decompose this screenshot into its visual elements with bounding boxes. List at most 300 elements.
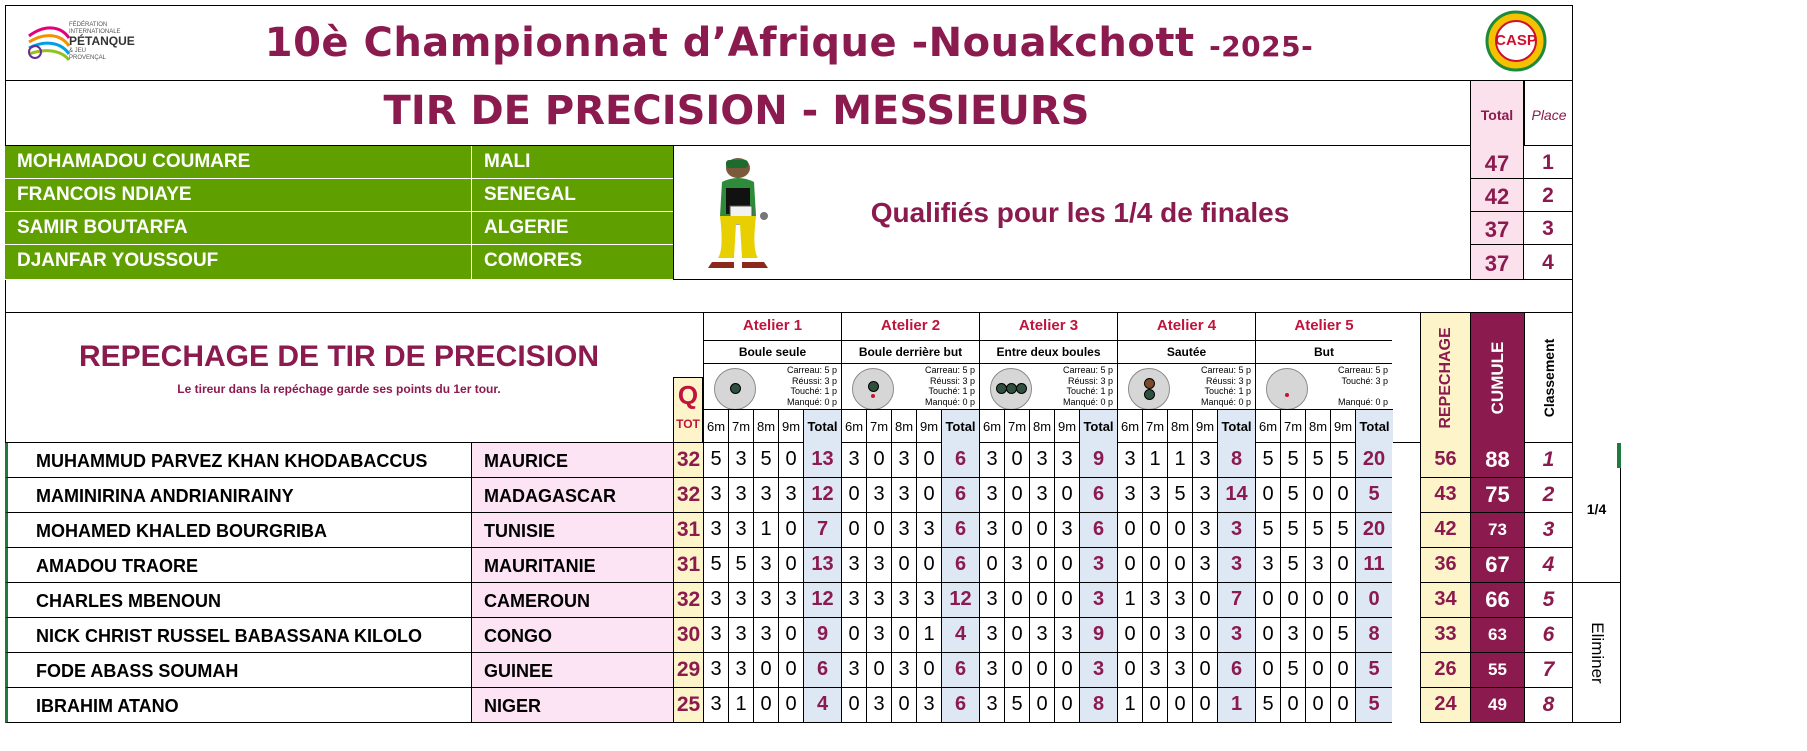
distance-score: 0: [891, 618, 916, 653]
distance-score: 0: [1117, 513, 1142, 548]
distance-score: 3: [703, 478, 728, 513]
federation-logo: [25, 20, 150, 68]
qualifying-total: 25: [673, 688, 703, 723]
cumule-score: 49: [1470, 688, 1524, 723]
distance-score: 3: [979, 583, 1004, 618]
player-name: FODE ABASS SOUMAH: [5, 653, 471, 688]
qualified-place: 1: [1524, 146, 1573, 179]
distance-score: 0: [916, 548, 941, 583]
legend-line: Carreau: 5 p: [786, 365, 837, 375]
qualifying-total: 31: [673, 548, 703, 583]
player-name: MOHAMED KHALED BOURGRIBA: [5, 513, 471, 548]
distance-score: 3: [1255, 548, 1280, 583]
workshop-4-subtitle: Sautée: [1117, 340, 1255, 363]
distance-score: 0: [916, 653, 941, 688]
workshop-total: 6: [941, 688, 979, 723]
qualified-name: MOHAMADOU COUMARE: [5, 146, 471, 179]
repechage-header-label: REPECHAGE: [1436, 327, 1454, 429]
distance-score: 0: [1004, 443, 1029, 478]
distance-score: 3: [753, 618, 778, 653]
distance-score: 0: [1330, 583, 1355, 618]
qualified-caption: Qualifiés pour les 1/4 de finales: [870, 197, 1290, 228]
classement-rank: 3: [1524, 513, 1573, 548]
distance-score: 0: [1330, 653, 1355, 688]
distance-score: 0: [778, 513, 803, 548]
distance-header: 7m: [1004, 409, 1029, 443]
workshop-total: 6: [1217, 653, 1255, 688]
distance-score: 3: [1280, 618, 1305, 653]
classement-header-label: Classement: [1540, 338, 1557, 418]
distance-score: 0: [778, 688, 803, 723]
cumule-column-header: [1470, 313, 1524, 443]
workshop-2-diagram: [841, 363, 979, 409]
legend-line: Touché: 1 p: [1066, 386, 1113, 396]
player-country: NIGER: [471, 688, 673, 723]
distance-header: 7m: [1280, 409, 1305, 443]
repechage-score: 26: [1420, 653, 1470, 688]
distance-score: 3: [866, 548, 891, 583]
distance-score: 5: [1280, 548, 1305, 583]
qualified-total: 42: [1470, 179, 1524, 212]
distance-score: 3: [728, 478, 753, 513]
distance-header: 6m: [1255, 409, 1280, 443]
legend-line: [1338, 386, 1388, 397]
legend-line: Réussi: 3 p: [1067, 375, 1113, 386]
workshop-2-subtitle: Boule derrière but: [841, 340, 979, 363]
qualified-total: 47: [1470, 146, 1524, 179]
distance-score: 0: [1054, 583, 1079, 618]
workshop-total: 7: [803, 513, 841, 548]
distance-score: 0: [1004, 583, 1029, 618]
cumule-header-label: CUMULE: [1487, 341, 1507, 415]
table-row: [5, 688, 1573, 723]
event-title-year: -2025-: [1209, 30, 1314, 63]
workshop-3-diagram: [979, 363, 1117, 409]
qualifying-total: 32: [673, 478, 703, 513]
repechage-score: 56: [1420, 443, 1470, 478]
workshop-total-header: Total: [941, 409, 979, 443]
workshop-total: 8: [1079, 688, 1117, 723]
distance-score: 3: [703, 688, 728, 723]
cumule-score: 66: [1470, 583, 1524, 618]
player-name: MUHAMMUD PARVEZ KHAN KHODABACCUS: [5, 443, 471, 478]
table-row: [5, 618, 1573, 653]
casp-logo-text: CASP: [1495, 32, 1537, 49]
legend-line: Manqué: 0 p: [1062, 396, 1113, 407]
distance-header: 9m: [1054, 409, 1079, 443]
cumule-score: 73: [1470, 513, 1524, 548]
classement-rank: 7: [1524, 653, 1573, 688]
distance-score: 3: [891, 513, 916, 548]
qualified-total: 37: [1470, 212, 1524, 245]
distance-score: 0: [1192, 583, 1217, 618]
distance-score: 5: [1330, 513, 1355, 548]
repechage-note: Le tireur dans la repéchage garde ses points du 1er tour.: [177, 382, 501, 396]
player-country: MAURITANIE: [471, 548, 673, 583]
distance-score: 3: [891, 478, 916, 513]
workshop-legend: [1201, 365, 1251, 407]
distance-score: 3: [916, 688, 941, 723]
distance-score: 3: [916, 513, 941, 548]
classement-column-header: [1524, 313, 1573, 443]
workshop-total: 13: [803, 443, 841, 478]
distance-score: 0: [1305, 478, 1330, 513]
repechage-column-header: [1420, 313, 1470, 443]
distance-header: 6m: [703, 409, 728, 443]
distance-score: 0: [891, 548, 916, 583]
qualified-country: COMORES: [471, 245, 673, 280]
classement-rank: 6: [1524, 618, 1573, 653]
workshop-2-title: Atelier 2: [841, 313, 979, 340]
legend-line: Carreau: 5 p: [924, 365, 975, 375]
distance-score: 0: [1305, 583, 1330, 618]
workshop-total: 5: [1355, 653, 1392, 688]
workshop-total: 9: [1079, 618, 1117, 653]
distance-score: 1: [728, 688, 753, 723]
total-header: Total: [1470, 81, 1524, 146]
distance-score: 3: [866, 583, 891, 618]
distance-score: 3: [728, 583, 753, 618]
cumule-score: 75: [1470, 478, 1524, 513]
group-quarter-final: 1/4: [1573, 443, 1621, 583]
distance-score: 0: [841, 513, 866, 548]
table-row: [5, 583, 1573, 618]
distance-score: 0: [916, 478, 941, 513]
event-title-main: 10è Championnat d’Afrique -Nouakchott: [264, 20, 1195, 66]
qualifying-total: 31: [673, 513, 703, 548]
distance-score: 0: [1280, 688, 1305, 723]
workshop-total: 12: [803, 583, 841, 618]
workshop-total-header: Total: [1355, 409, 1393, 443]
repechage-score: 33: [1420, 618, 1470, 653]
distance-score: 0: [1167, 513, 1192, 548]
distance-score: 0: [1054, 548, 1079, 583]
distance-score: 3: [979, 688, 1004, 723]
legend-line: Manqué: 0 p: [786, 396, 837, 407]
workshop-total: 8: [1355, 618, 1392, 653]
repechage-score: 42: [1420, 513, 1470, 548]
distance-header: 7m: [866, 409, 891, 443]
distance-score: 3: [841, 548, 866, 583]
table-row: [5, 653, 1573, 688]
player-country: CAMEROUN: [471, 583, 673, 618]
workshop-total-header: Total: [1079, 409, 1117, 443]
player-country: MAURICE: [471, 443, 673, 478]
distance-score: 3: [1029, 478, 1054, 513]
distance-score: 0: [1054, 688, 1079, 723]
workshop-total: 6: [1079, 513, 1117, 548]
workshop-total: 6: [941, 513, 979, 548]
distance-score: 0: [979, 548, 1004, 583]
distance-score: 3: [841, 443, 866, 478]
table-row: [5, 513, 1573, 548]
distance-header: 8m: [1305, 409, 1330, 443]
legend-line: Manqué: 0 p: [1337, 396, 1388, 407]
distance-score: 3: [841, 653, 866, 688]
distance-score: 5: [1004, 688, 1029, 723]
distance-score: 3: [778, 583, 803, 618]
distance-score: 3: [979, 478, 1004, 513]
target-circle-icon: [1266, 368, 1308, 410]
workshop-legend: [1063, 365, 1113, 407]
workshop-total: 3: [1079, 583, 1117, 618]
place-header: Place: [1524, 81, 1573, 146]
distance-score: 3: [841, 583, 866, 618]
repechage-score: 24: [1420, 688, 1470, 723]
workshop-total: 5: [1355, 688, 1392, 723]
distance-score: 3: [866, 688, 891, 723]
qualifying-total: 29: [673, 653, 703, 688]
workshop-3-title: Atelier 3: [979, 313, 1117, 340]
distance-score: 5: [1280, 653, 1305, 688]
distance-score: 0: [1167, 688, 1192, 723]
workshop-total: 6: [803, 653, 841, 688]
workshop-total-header: Total: [803, 409, 841, 443]
jack-icon: [871, 394, 875, 398]
distance-score: 0: [891, 688, 916, 723]
legend-line: Touché: 1 p: [790, 386, 837, 396]
distance-score: 0: [753, 688, 778, 723]
classement-rank: 2: [1524, 478, 1573, 513]
player-country: GUINEE: [471, 653, 673, 688]
table-row: [5, 443, 1573, 478]
distance-score: 0: [866, 513, 891, 548]
distance-score: 3: [753, 548, 778, 583]
event-title: [6, 20, 1572, 66]
distance-score: 0: [1305, 688, 1330, 723]
spacer-row: [5, 280, 1573, 313]
distance-score: 3: [703, 513, 728, 548]
distance-score: 5: [1167, 478, 1192, 513]
distance-score: 3: [979, 443, 1004, 478]
distance-score: 0: [1004, 653, 1029, 688]
distance-score: 3: [1167, 583, 1192, 618]
workshop-total: 5: [1355, 478, 1392, 513]
distance-score: 0: [1330, 478, 1355, 513]
qualified-country: ALGERIE: [471, 212, 673, 245]
distance-score: 0: [1142, 688, 1167, 723]
workshop-total: 8: [1217, 443, 1255, 478]
distance-score: 3: [1305, 548, 1330, 583]
logo-text-line: INTERNATIONALE: [69, 28, 121, 35]
distance-score: 5: [728, 548, 753, 583]
distance-score: 3: [703, 583, 728, 618]
casp-logo: [1483, 10, 1549, 72]
classement-rank: 8: [1524, 688, 1573, 723]
logo-text-line: & JEU: [69, 48, 87, 54]
target-circle-icon: [852, 368, 894, 410]
distance-header: 8m: [1029, 409, 1054, 443]
classement-rank: 1: [1524, 443, 1573, 478]
repechage-score: 36: [1420, 548, 1470, 583]
player-name: NICK CHRIST RUSSEL BABASSANA KILOLO: [5, 618, 471, 653]
distance-score: 5: [1255, 443, 1280, 478]
distance-score: 0: [1029, 548, 1054, 583]
cumule-score: 88: [1470, 443, 1524, 478]
legend-line: Réussi: 3 p: [791, 375, 837, 386]
player-name: MAMINIRINA ANDRIANIRAINY: [5, 478, 471, 513]
distance-score: 0: [866, 443, 891, 478]
distance-score: 0: [841, 478, 866, 513]
distance-header: 7m: [1142, 409, 1167, 443]
workshop-3-subtitle: Entre deux boules: [979, 340, 1117, 363]
distance-header: 9m: [916, 409, 941, 443]
workshop-total: 9: [1079, 443, 1117, 478]
distance-score: 3: [1004, 548, 1029, 583]
boule-icon: [1016, 383, 1027, 394]
repechage-score: 43: [1420, 478, 1470, 513]
workshop-legend: [1338, 365, 1388, 407]
workshop-total: 12: [803, 478, 841, 513]
distance-score: 0: [1142, 618, 1167, 653]
logo-text-line: PROVENÇAL: [69, 54, 107, 61]
qualified-country: SENEGAL: [471, 179, 673, 212]
workshop-total: 6: [941, 653, 979, 688]
distance-score: 3: [1142, 478, 1167, 513]
boule-icon: [1144, 378, 1155, 389]
distance-score: 3: [891, 653, 916, 688]
distance-score: 0: [1280, 583, 1305, 618]
distance-score: 0: [1255, 618, 1280, 653]
repechage-title: REPECHAGE DE TIR DE PRECISION: [78, 340, 600, 373]
legend-line: Touché: 3 p: [1341, 375, 1388, 386]
distance-score: 0: [1255, 478, 1280, 513]
jack-icon: [1285, 393, 1289, 397]
distance-score: 0: [1192, 653, 1217, 688]
distance-score: 3: [866, 478, 891, 513]
q-tot-header: [673, 377, 703, 443]
tot-label: TOT: [676, 417, 700, 431]
distance-score: 0: [778, 653, 803, 688]
workshop-total: 9: [803, 618, 841, 653]
distance-score: 3: [1029, 443, 1054, 478]
workshop-total: 6: [941, 443, 979, 478]
distance-score: 0: [1029, 583, 1054, 618]
workshop-total: 3: [1217, 513, 1255, 548]
distance-score: 0: [1054, 653, 1079, 688]
workshop-total: 3: [1079, 653, 1117, 688]
player-name: AMADOU TRAORE: [5, 548, 471, 583]
distance-score: 0: [1305, 618, 1330, 653]
workshop-total: 3: [1217, 548, 1255, 583]
distance-score: 3: [753, 478, 778, 513]
distance-score: 3: [866, 618, 891, 653]
workshop-total: 13: [803, 548, 841, 583]
qualified-name: FRANCOIS NDIAYE: [5, 179, 471, 212]
workshop-5-subtitle: But: [1255, 340, 1392, 363]
distance-score: 3: [703, 653, 728, 688]
distance-score: 3: [1117, 443, 1142, 478]
distance-score: 5: [1305, 513, 1330, 548]
distance-header: 8m: [753, 409, 778, 443]
qualified-place: 2: [1524, 179, 1573, 212]
workshop-total: 0: [1355, 583, 1392, 618]
distance-score: 0: [1255, 583, 1280, 618]
distance-score: 0: [1004, 513, 1029, 548]
table-row: [5, 548, 1573, 583]
distance-header: 8m: [1167, 409, 1192, 443]
workshop-4-diagram: [1117, 363, 1255, 409]
workshop-total: 7: [1217, 583, 1255, 618]
distance-score: 1: [753, 513, 778, 548]
distance-score: 1: [1117, 688, 1142, 723]
distance-score: 5: [1330, 443, 1355, 478]
qualified-name: SAMIR BOUTARFA: [5, 212, 471, 245]
distance-score: 3: [979, 618, 1004, 653]
distance-score: 3: [891, 583, 916, 618]
legend-line: Carreau: 5 p: [1062, 365, 1113, 375]
workshop-legend: [787, 365, 837, 407]
workshop-total: 4: [803, 688, 841, 723]
distance-score: 5: [753, 443, 778, 478]
distance-score: 3: [728, 618, 753, 653]
distance-score: 3: [1142, 583, 1167, 618]
distance-score: 5: [1280, 513, 1305, 548]
workshop-total: 6: [1079, 478, 1117, 513]
group-eliminated-label: Eliminer: [1587, 621, 1607, 684]
distance-score: 0: [841, 618, 866, 653]
classement-rank: 5: [1524, 583, 1573, 618]
distance-score: 0: [1029, 513, 1054, 548]
target-circle-icon: [990, 368, 1032, 410]
distance-score: 0: [1029, 688, 1054, 723]
distance-score: 0: [1004, 618, 1029, 653]
distance-header: 6m: [841, 409, 866, 443]
workshop-1-diagram: [703, 363, 841, 409]
distance-score: 0: [1142, 513, 1167, 548]
workshop-total: 4: [941, 618, 979, 653]
distance-score: 3: [1167, 618, 1192, 653]
distance-score: 3: [1142, 653, 1167, 688]
boule-icon: [868, 381, 879, 392]
q-label: Q: [677, 380, 699, 410]
distance-score: 0: [1330, 548, 1355, 583]
logo-text-line: FÉDÉRATION: [69, 22, 108, 28]
event-header: [5, 5, 1573, 81]
table-row: [5, 478, 1573, 513]
distance-score: 0: [1255, 653, 1280, 688]
distance-header: 6m: [1117, 409, 1142, 443]
green-marker: [1617, 443, 1621, 468]
distance-score: 0: [916, 443, 941, 478]
distance-score: 0: [841, 688, 866, 723]
logo-text-line: PÉTANQUE: [69, 34, 135, 48]
distance-score: 1: [1142, 443, 1167, 478]
qualified-place: 3: [1524, 212, 1573, 245]
distance-score: 0: [1142, 548, 1167, 583]
distance-score: 5: [1280, 443, 1305, 478]
player-country: CONGO: [471, 618, 673, 653]
player-country: TUNISIE: [471, 513, 673, 548]
workshop-total: 20: [1355, 443, 1392, 478]
distance-score: 1: [1117, 583, 1142, 618]
distance-score: 0: [753, 653, 778, 688]
classement-rank: 4: [1524, 548, 1573, 583]
player-name: IBRAHIM ATANO: [5, 688, 471, 723]
distance-score: 0: [778, 618, 803, 653]
workshop-total: 12: [941, 583, 979, 618]
qualified-country: MALI: [471, 146, 673, 179]
distance-score: 0: [1029, 653, 1054, 688]
distance-score: 3: [703, 618, 728, 653]
distance-score: 0: [1330, 688, 1355, 723]
distance-score: 3: [1054, 618, 1079, 653]
distance-score: 3: [753, 583, 778, 618]
distance-score: 5: [1330, 618, 1355, 653]
workshop-total: 1: [1217, 688, 1255, 723]
workshop-total: 6: [941, 548, 979, 583]
distance-score: 0: [1167, 548, 1192, 583]
